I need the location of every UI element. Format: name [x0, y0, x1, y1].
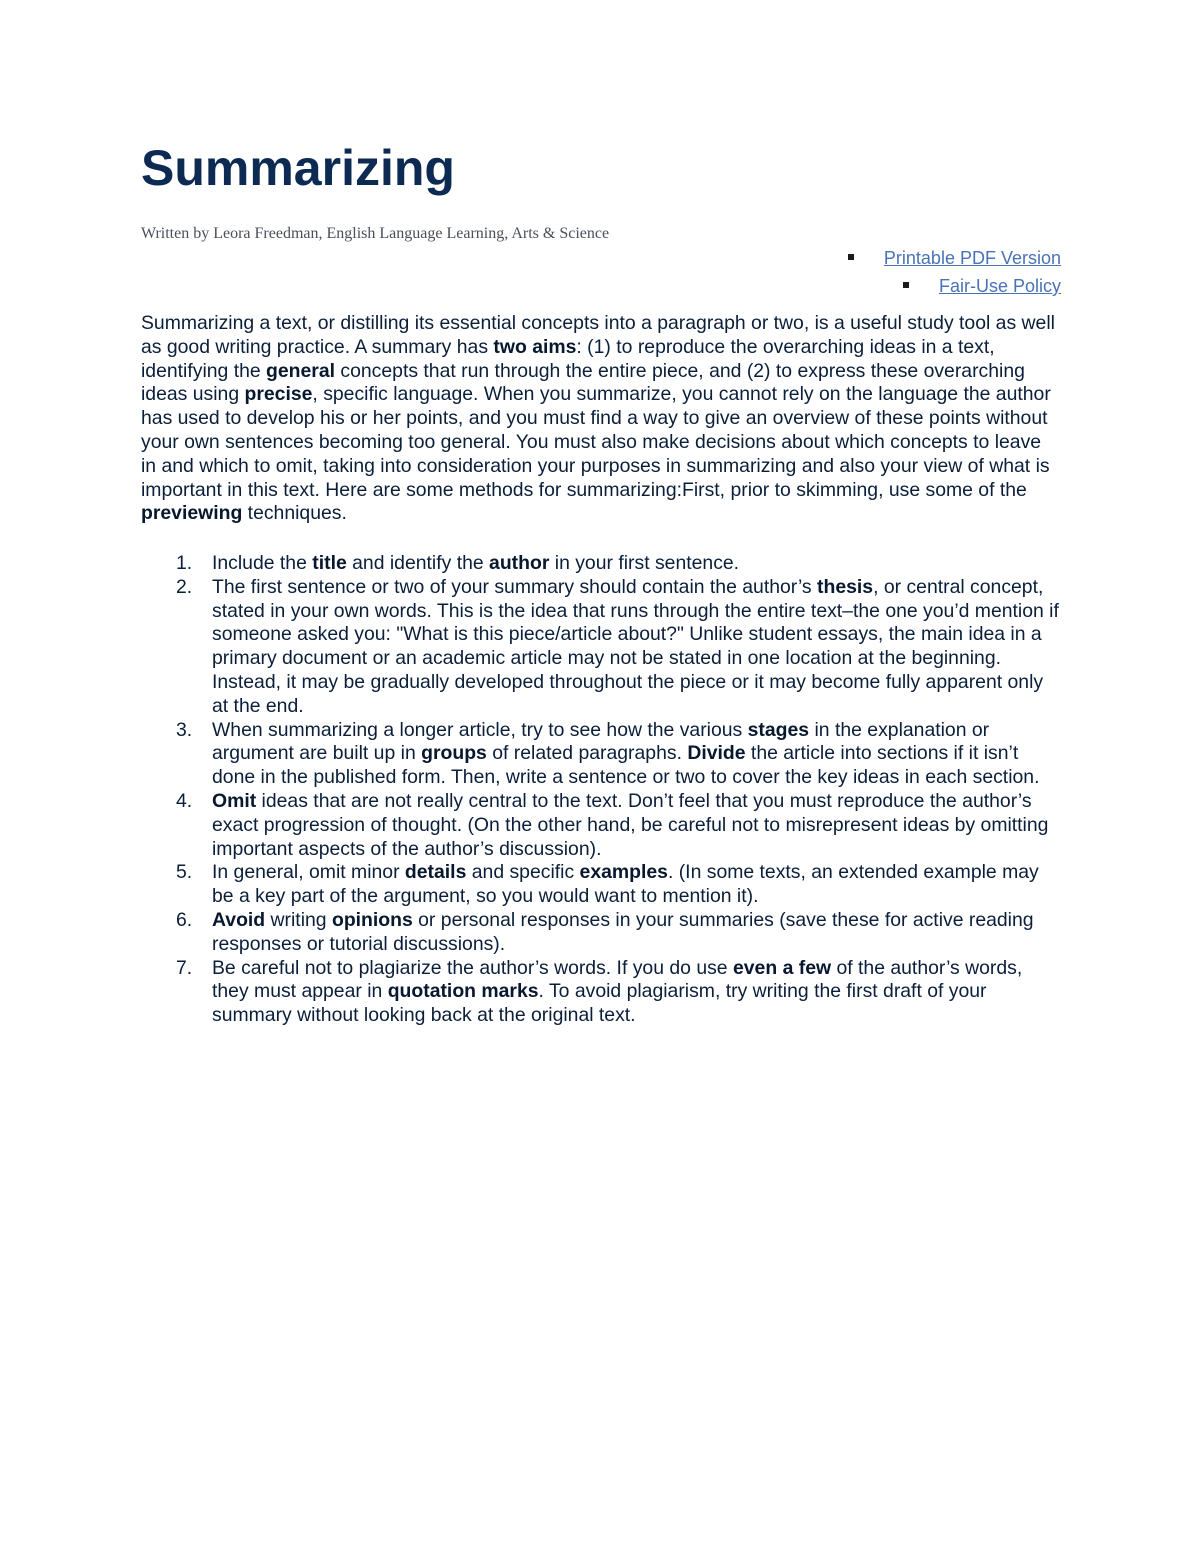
step-text: Include the — [212, 552, 313, 574]
step-emphasis: stages — [747, 718, 810, 741]
step-emphasis: quotation marks — [387, 980, 539, 1003]
intro-text: , specific language. When you summarize, you cannot rely on the language the author has used to develop his or her points, and you must find a way to give an overview of these points without your own sentences becoming too general. You must also make decisions about which concepts to leave in and which to omit, taking into consideration your purposes in summarizing and also your view of what is important in this text. Here are some methods for summarizing:First, prior to skimming, use some of the — [141, 383, 1051, 501]
list-number: 5. — [176, 861, 193, 884]
step-emphasis: details — [404, 861, 467, 884]
list-item — [141, 957, 1061, 1028]
list-number: 2. — [176, 575, 193, 598]
list-number: 1. — [176, 552, 193, 574]
step-emphasis: Avoid — [212, 908, 266, 931]
list-item — [141, 719, 1061, 790]
list-item — [141, 790, 1061, 861]
intro-emphasis: precise — [244, 383, 313, 406]
step-text: . To avoid plagiarism, try writing the first draft of your summary without looking back at the original text. — [212, 980, 987, 1027]
list-number: 4. — [176, 789, 193, 812]
fair-use-policy-link[interactable]: Fair-Use Policy — [938, 276, 1061, 296]
intro-emphasis: general — [266, 359, 336, 382]
step-text: and identify the — [346, 552, 490, 574]
step-text: or personal responses in your summaries (save these for active reading responses or tutorial discussions). — [212, 908, 1034, 955]
intro-text: techniques. — [242, 502, 347, 525]
step-text: in the explanation or argument are built up in — [212, 718, 990, 765]
step-emphasis: title — [312, 552, 347, 574]
intro-text: Summarizing a text, or distilling its essential concepts into a paragraph or two, is a useful study tool as well as good writing practice. A summary has — [141, 312, 1055, 358]
intro-emphasis: previewing — [141, 502, 243, 525]
step-emphasis: examples — [579, 861, 668, 884]
summary-steps-list — [141, 552, 1061, 1028]
step-text: , or central concept, stated in your own words. This is the idea that runs through the entire text–the one you’d mention if someone asked you: "What is this piece/article about?" Unlike student essays, the main idea in a primary document or an academic article may not be stated in one location at the beginning. Instead, it may be gradually developed throughout the piece or it may become fully apparent only at the end. — [212, 575, 1059, 717]
square-bullet-icon — [848, 254, 854, 260]
step-text: of the author’s words, they must appear in — [212, 956, 1023, 1003]
list-item — [141, 861, 1061, 909]
step-text: in your first sentence. — [549, 552, 740, 574]
intro-text: : (1) to reproduce the overarching ideas in a text, identifying the — [141, 335, 995, 382]
step-emphasis: author — [489, 552, 550, 574]
step-emphasis: Omit — [212, 789, 257, 812]
step-text: In general, omit minor — [212, 861, 405, 884]
page-title: Summarizing — [141, 140, 455, 196]
step-text: The first sentence or two of your summary should contain the author’s — [212, 575, 818, 598]
intro-text: concepts that run through the entire piece, and (2) to express these overarching ideas using — [141, 359, 1025, 406]
intro-emphasis: two aims — [493, 335, 577, 358]
step-text: the article into sections if it isn’t done in the published form. Then, write a sentence or two to cover the key ideas in each section. — [212, 742, 1040, 789]
step-emphasis: thesis — [817, 575, 874, 598]
list-number: 7. — [176, 956, 193, 979]
list-item — [141, 552, 1061, 576]
list-number: 6. — [176, 908, 193, 931]
byline: Written by Leora Freedman, English Language Learning, Arts & Science — [141, 225, 610, 242]
step-text: of related paragraphs. — [486, 742, 688, 765]
step-emphasis: groups — [421, 742, 487, 765]
square-bullet-icon — [903, 282, 909, 288]
intro-paragraph — [141, 312, 1061, 526]
step-emphasis: Divide — [687, 742, 746, 765]
step-text: and specific — [466, 861, 580, 884]
step-text: . (In some texts, an extended example may be a key part of the argument, so you would want to mention it). — [212, 861, 1039, 908]
step-emphasis: even a few — [732, 956, 832, 979]
step-text: writing — [265, 908, 332, 931]
step-text: Be careful not to plagiarize the author’s words. If you do use — [212, 956, 733, 979]
step-text: ideas that are not really central to the text. Don’t feel that you must reproduce the author’s exact progression of thought. (On the other hand, be careful not to misrepresent ideas by omitting important aspects of the author’s discussion). — [212, 789, 1049, 860]
list-number: 3. — [176, 718, 193, 741]
resource-links — [848, 244, 1061, 300]
link-item-pdf — [848, 244, 1061, 272]
link-item-fair-use — [848, 272, 1061, 300]
list-item — [141, 576, 1061, 719]
step-emphasis: opinions — [331, 908, 413, 931]
step-text: When summarizing a longer article, try to see how the various — [212, 718, 748, 741]
printable-pdf-link[interactable]: Printable PDF Version — [883, 248, 1061, 268]
list-item — [141, 909, 1061, 957]
